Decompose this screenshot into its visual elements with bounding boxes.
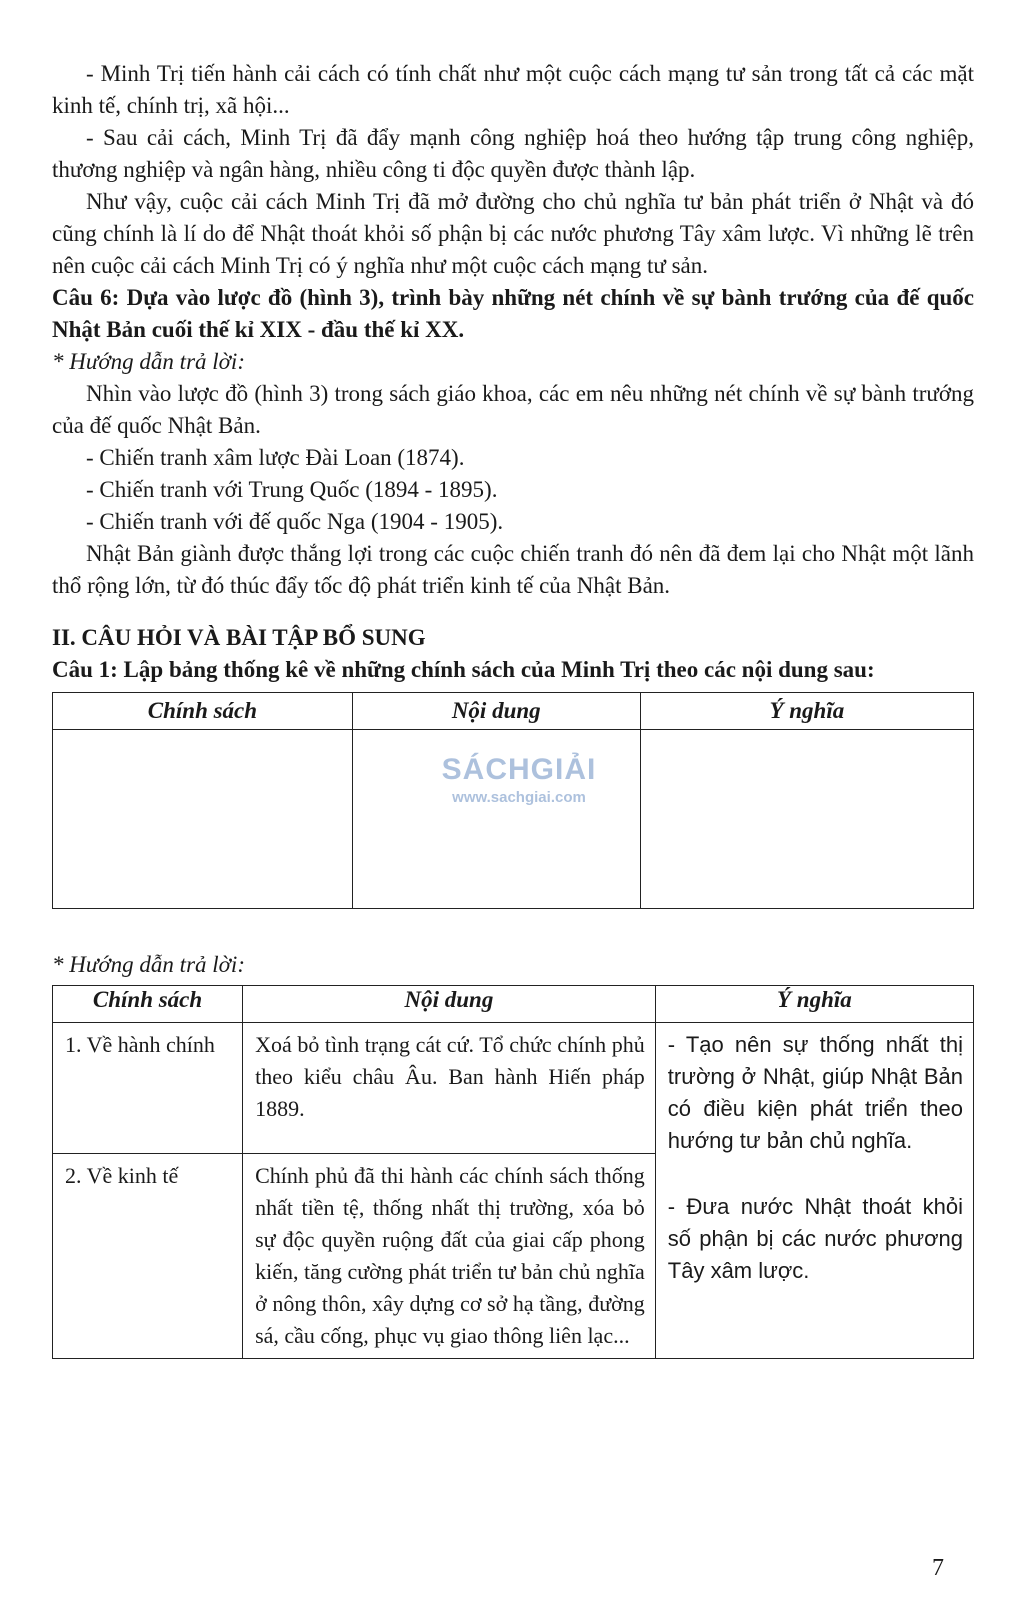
meaning-item: - Đưa nước Nhật thoát khỏi số phận bị các nước phương Tây xâm lược. [667,1194,963,1283]
paragraph-conclusion: Như vậy, cuộc cải cách Minh Trị đã mở đường cho chủ nghĩa tư bản phát triển ở Nhật và đó cũng chính là lí do để Nhật thoát khỏi số phận bị các nước phương Tây xâm lược. Vì những lẽ trên nên cuộc cải cách Minh Trị có ý nghĩa như một cuộc cách mạng tư sản. [52,189,974,278]
meaning-item: - Tạo nên sự thống nhất thị trường ở Nhật, giúp Nhật Bản có điều kiện phát triển theo hướng tư bản chủ nghĩa. [667,1032,963,1153]
blank-table-header: Ý nghĩa [640,693,973,730]
content-cell: Xoá bỏ tình trạng cát cứ. Tổ chức chính phủ theo kiểu châu Âu. Ban hành Hiến pháp 1889. [243,1023,656,1154]
paragraph-industrialization: - Sau cải cách, Minh Trị đã đẩy mạnh công nghiệp hoá theo hướng tập trung công nghiệp, thương nghiệp và ngân hàng, nhiều công ti độc quyền được thành lập. [52,125,974,182]
paragraph-reform-revolution: - Minh Trị tiến hành cải cách có tính chất như một cuộc cách mạng tư sản trong tất cả các mặt kinh tế, chính trị, xã hội... [52,61,974,118]
content-cell: Chính phủ đã thi hành các chính sách thống nhất tiền tệ, thống nhất thị trường, xóa bỏ sự độc quyền ruộng đất của giai cấp phong kiến, tăng cường phát triển tư bản chủ nghĩa ở nông thôn, xây dựng cơ sở hạ tầng, đường sá, cầu cống, phục vụ giao thông liên lạc... [243,1154,656,1359]
guide-label-2: * Hướng dẫn trả lời: [52,952,245,977]
answer-6-conclusion: Nhật Bản giành được thắng lợi trong các cuộc chiến tranh đó nên đã đem lại cho Nhật một lãnh thổ rộng lớn, từ đó thúc đẩy tốc độ phát triển kinh tế của Nhật Bản. [52,541,974,598]
page-number: 7 [932,1555,944,1581]
question-1: Câu 1: Lập bảng thống kê về những chính sách của Minh Trị theo các nội dung sau: [52,657,875,682]
blank-table-header: Chính sách [53,693,353,730]
answer-6-item: - Chiến tranh xâm lược Đài Loan (1874). [86,445,465,470]
answer-6-item: - Chiến tranh với đế quốc Nga (1904 - 1905). [86,509,504,534]
guide-label: * Hướng dẫn trả lời: [52,349,245,374]
answer-table-header: Chính sách [53,986,243,1023]
watermark-logo [404,752,634,808]
policy-cell: 1. Về hành chính [53,1023,243,1154]
policy-cell: 2. Về kinh tế [53,1154,243,1359]
blank-cell [640,730,973,909]
answer-table [52,985,974,1359]
answer-table-header: Nội dung [243,986,656,1023]
document-page [52,58,974,1359]
answer-6-intro: Nhìn vào lược đồ (hình 3) trong sách giáo khoa, các em nêu những nét chính về sự bành trướng của đế quốc Nhật Bản. [52,381,974,438]
section-2-title: II. CÂU HỎI VÀ BÀI TẬP BỔ SUNG [52,625,426,650]
answer-6-item: - Chiến tranh với Trung Quốc (1894 - 1895). [86,477,498,502]
watermark-brand: SÁCHGIẢI [441,753,597,786]
question-6: Câu 6: Dựa vào lược đồ (hình 3), trình bày những nét chính về sự bành trướng của đế quốc Nhật Bản cuối thế kỉ XIX - đầu thế kỉ XX. [52,285,974,342]
blank-cell [53,730,353,909]
watermark-url: www.sachgiai.com [452,789,586,806]
meaning-cell [655,1023,973,1359]
answer-table-header: Ý nghĩa [655,986,973,1023]
blank-table-header: Nội dung [352,693,640,730]
